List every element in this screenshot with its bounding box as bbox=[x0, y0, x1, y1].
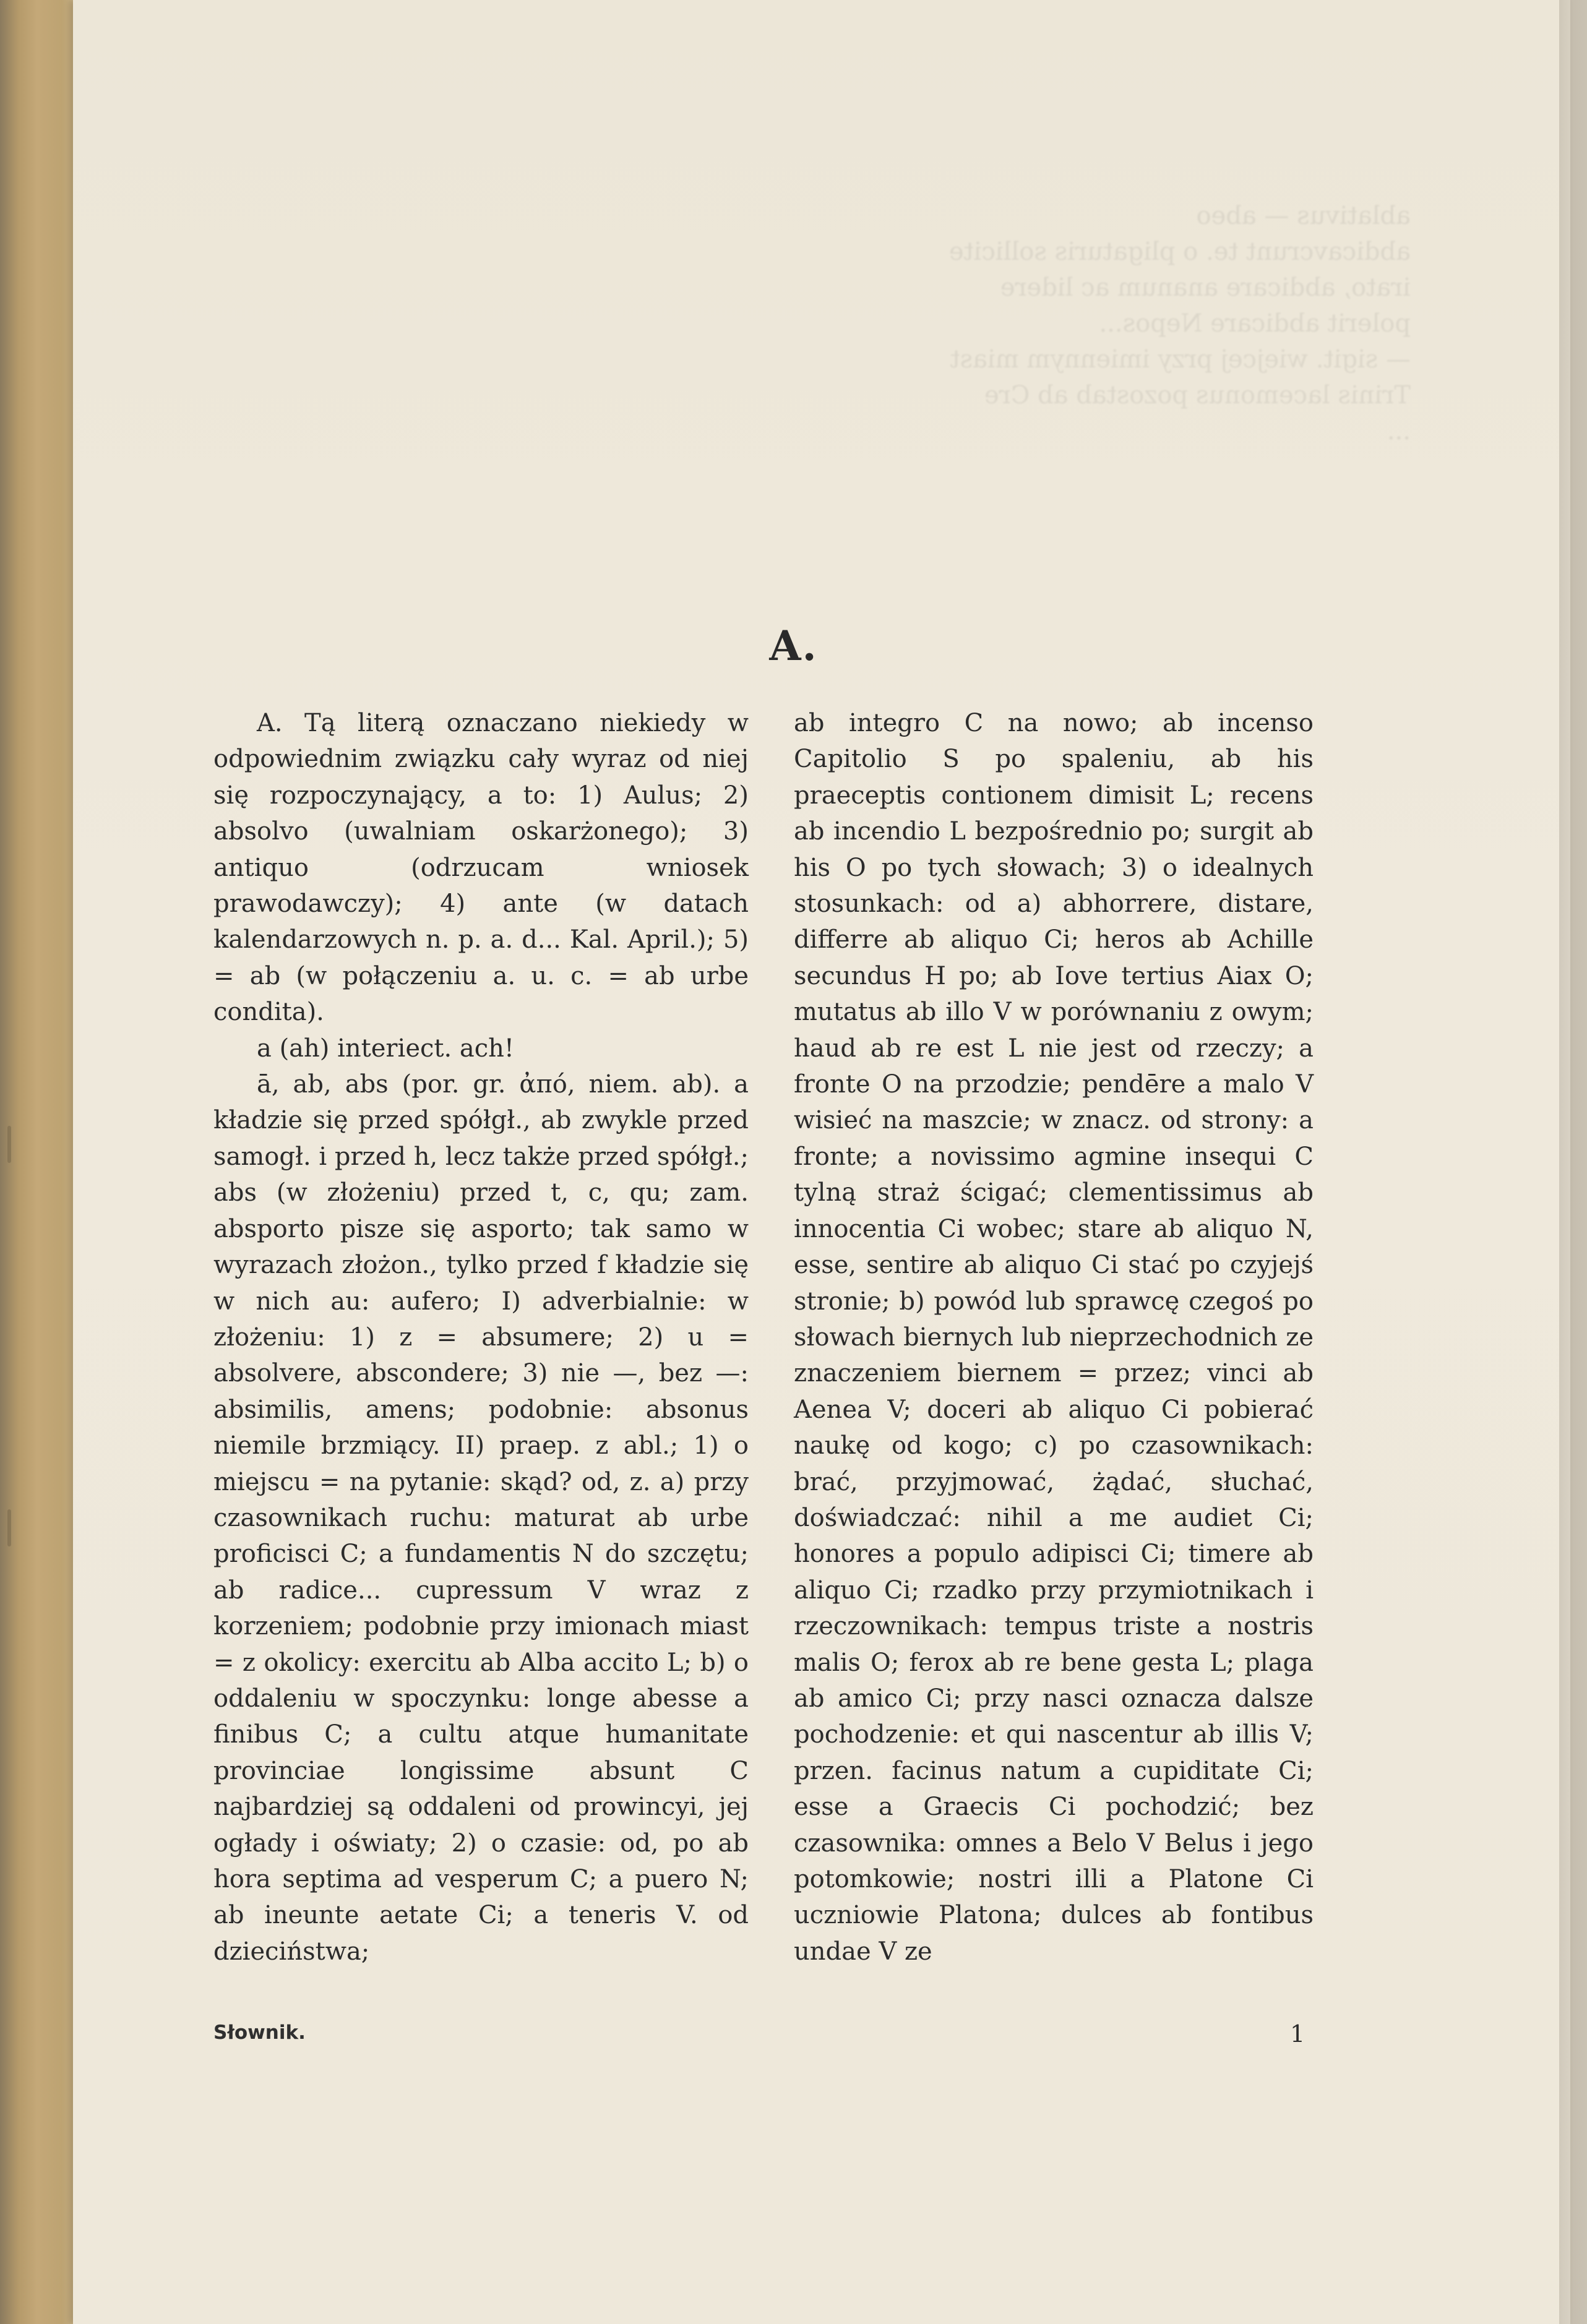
signature-mark: Słownik. bbox=[213, 2022, 306, 2044]
left-column bbox=[213, 705, 749, 1970]
letter-heading: A. bbox=[769, 622, 818, 670]
page-right-edge-shadow bbox=[1559, 0, 1587, 2324]
page-number: 1 bbox=[1290, 2020, 1305, 2047]
entry-a-interjection: a (ah) interiect. ach! bbox=[257, 1034, 514, 1063]
entry-ab-preposition: ā, ab, abs (por. gr. ἀπό, niem. ab). a kładzie się przed spółgł., ab zwykle przed samogł. i przed h, lecz także przed spółgł.; abs (w złożeniu) przed t, c, qu; zam. absporto pisze się asporto; tak samo w wyrazach złożon., tylko przed f kładzie się w nich au: aufero; I) adverbialnie: w złożeniu: 1) z = absumere; 2) u = absolvere, abscondere; 3) nie —, bez —: absimilis, amens; podobnie: absonus niemile brzmiący. II) praep. z abl.; 1) o miejscu = na pytanie: skąd? od, z. a) przy czasownikach ruchu: maturat ab urbe proficisci C; a fundamentis N do szczętu; ab radice... cupressum V wraz z korzeniem; podobnie przy imionach miast = z okolicy: exercitu ab Alba accito L; b) o oddaleniu w spoczynku: longe abesse a finibus C; a cultu atque humanitate provinciae longissime absunt C najbardziej są oddaleni od prowincyi, jej ogłady i oświaty; 2) o czasie: od, po ab hora septima ad vesperum C; a puero N; ab ineunte aetate Ci; a teneris V. od dzieciństwa; bbox=[213, 1070, 749, 1966]
right-column bbox=[794, 705, 1314, 1970]
entry-ab-continuation: ab integro C na nowo; ab incenso Capitolio S po spaleniu, ab his praeceptis contionem dimisit L; recens ab incendio L bezpośrednio po; surgit ab his O po tych słowach; 3) o idealnych stosunkach: od a) abhorrere, distare, differre ab aliquo Ci; heros ab Achille secundus H po; ab Iove tertius Aiax O; mutatus ab illo V w porównaniu z owym; haud ab re est L nie jest od rzeczy; a fronte O na przodzie; pendēre a malo V wisieć na maszcie; w znacz. od strony: a fronte; a novissimo agmine insequi C tylną straż ścigać; clementissimus ab innocentia Ci wobec; stare ab aliquo N, esse, sentire ab aliquo Ci stać po czyjejś stronie; b) powód lub sprawcę czegoś po słowach biernych lub nieprzechodnich ze znaczeniem biernem = przez; vinci ab Aenea V; doceri ab aliquo Ci pobierać naukę od kogo; c) po czasownikach: brać, przyjmować, żądać, słuchać, doświadczać: nihil a me audiet Ci; honores a populo adipisci Ci; timere ab aliquo Ci; rzadko przy przymiotnikach i rzeczownikach: tempus triste a nostris malis O; ferox ab re bene gesta L; plaga ab amico Ci; przy nasci oznacza dalsze pochodzenie: et qui nascentur ab illis V; przen. facinus natum a cupiditate Ci; esse a Graecis Ci pochodzić; bez czasownika: omnes a Belo V Belus i jego potomkowie; nostri illi a Platone Ci uczniowie Platona; dulces ab fontibus undae V ze bbox=[794, 709, 1314, 1966]
entry-a-letter: A. Tą literą oznaczano niekiedy w odpowiednim związku cały wyraz od niej się rozpoczynający, a to: 1) Aulus; 2) absolvo (uwalniam oskarżonego); 3) antiquo (odrzucam wniosek prawodawczy); 4) ante (w datach kalendarzowych n. p. a. d... Kal. April.); 5) = ab (w połączeniu a. u. c. = ab urbe condita). bbox=[213, 709, 749, 1027]
